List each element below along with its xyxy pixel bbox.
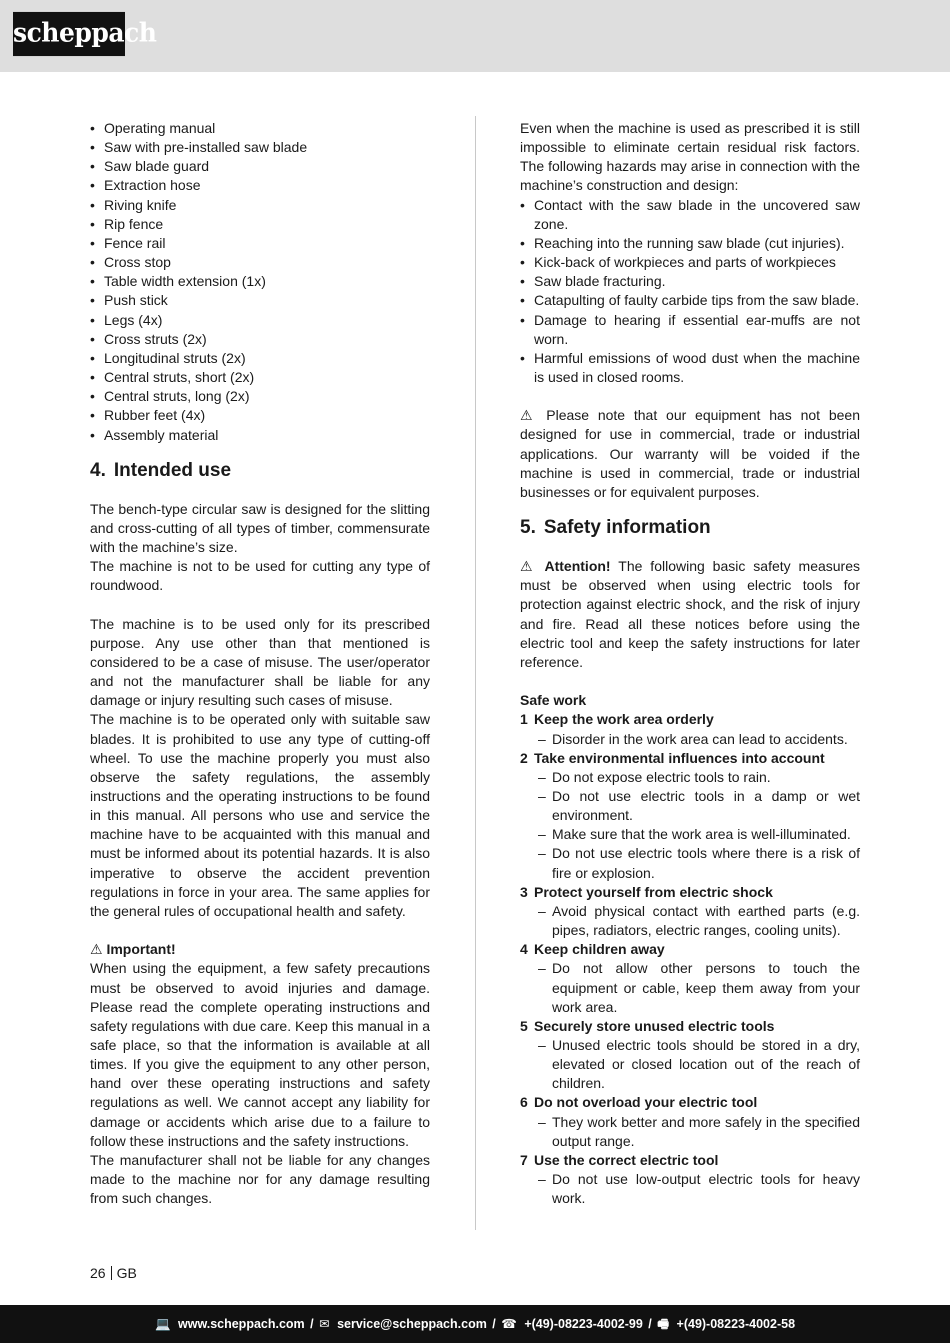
paragraph: The machine is not to be used for cutting any type of roundwood. <box>90 558 430 594</box>
rule-number: 4 <box>520 941 528 958</box>
paragraph: The machine is to be operated only with suitable saw blades. It is prohibited to use any type of cutting-off wheel. To use the machine properly you must also observe the safety regulations, the assembly instructions and the operating instructions to be found in this manual. All persons who use and service the machine have to be acquainted with this manual and must be informed about its potential hazards. It is also imperative to observe the accident prevention regulations in force in your area. The same applies for the general rules of occupational health and safety. <box>90 711 430 919</box>
rule-title: Use the correct electric tool <box>534 1151 719 1168</box>
list-item: – Disorder in the work area can lead to accidents. <box>552 730 860 749</box>
section-number: 4. <box>90 459 106 481</box>
rule-points <box>520 730 860 749</box>
rule-points <box>520 1036 860 1093</box>
list-item: • Assembly material <box>90 426 430 445</box>
list-item: – Do not use low-output electric tools for heavy work. <box>552 1170 860 1208</box>
attention-label: Attention! <box>544 558 611 575</box>
safety-rule-title <box>520 749 860 768</box>
rule-number: 7 <box>520 1151 528 1168</box>
list-item: – They work better and more safely in the specified output range. <box>552 1113 860 1151</box>
commercial-use-note <box>520 406 860 502</box>
list-item: • Operating manual <box>90 119 430 138</box>
list-item: • Central struts, long (2x) <box>90 387 430 406</box>
list-item: • Rip fence <box>90 215 430 234</box>
list-item: • Rubber feet (4x) <box>90 406 430 425</box>
rule-title: Keep the work area orderly <box>534 711 714 728</box>
safe-work-heading: Safe work <box>520 692 587 709</box>
email-link[interactable]: service@scheppach.com <box>337 1317 487 1331</box>
paragraph: The manufacturer shall not be liable for any changes made to the machine nor for any damage resulting from such changes. <box>90 1151 430 1207</box>
list-item: – Avoid physical contact with earthed parts (e.g. pipes, radiators, electric ranges, cooling units). <box>552 902 860 940</box>
page-header <box>0 0 950 72</box>
list-item: • Harmful emissions of wood dust when the machine is used in closed rooms. <box>520 349 860 387</box>
list-item: • Damage to hearing if essential ear-muffs are not worn. <box>520 311 860 349</box>
safety-rule-title <box>520 710 860 729</box>
safety-rule <box>520 749 860 883</box>
safety-rule <box>520 1093 860 1150</box>
safety-rule <box>520 710 860 748</box>
rule-number: 3 <box>520 883 528 900</box>
page-language: GB <box>116 1265 137 1281</box>
section-heading-intended-use <box>90 459 430 483</box>
list-item: • Table width extension (1x) <box>90 272 430 291</box>
rule-title: Do not overload your electric tool <box>534 1094 758 1111</box>
rule-points <box>520 1113 860 1151</box>
rule-title: Keep children away <box>534 941 665 958</box>
list-item: • Central struts, short (2x) <box>90 368 430 387</box>
attention-paragraph <box>520 557 860 672</box>
rule-title: Protect yourself from electric shock <box>534 883 773 900</box>
list-item: • Riving knife <box>90 196 430 215</box>
section-title: Intended use <box>113 459 232 481</box>
list-item: – Make sure that the work area is well-illuminated. <box>552 825 860 844</box>
safety-rule <box>520 940 860 1017</box>
list-item: • Fence rail <box>90 234 430 253</box>
page-number-separator <box>111 1266 112 1280</box>
rule-points <box>520 959 860 1016</box>
paragraph: When using the equipment, a few safety precautions must be observed to avoid injuries and damage. Please read the complete operating instructions and safety regulations with due care. Keep this manual in a safe place, so that the information is available at all times. If you give the equipment to any other person, hand over these operating instructions and safety regulations as well. We cannot accept any liability for damage or accidents which arise due to a failure to follow these instructions and the safety instructions. <box>90 960 430 1149</box>
paragraph: The machine is to be used only for its prescribed purpose. Any use other than that mentioned is considered to be a case of misuse. The user/operator and not the manufacturer shall be liable for any damage or injury resulting such cases of misuse. <box>90 615 430 709</box>
warning-icon: ⚠ <box>520 407 538 424</box>
list-item: • Catapulting of faulty carbide tips from the saw blade. <box>520 291 860 310</box>
note-text: Please note that our equipment has not been designed for use in commercial, trade or industrial applications. Our warranty will be voided if the machine is used in commercial, trade or industrial businesses or for equivalent purposes. <box>520 407 860 500</box>
page-footer: 💻 www.scheppach.com / ✉ service@scheppach.com / ☎ +(49)-08223-4002-99 / 🖷 +(49)-08223-4002-58 <box>0 1305 950 1343</box>
list-item: • Push stick <box>90 291 430 310</box>
list-item: • Saw blade guard <box>90 157 430 176</box>
safety-rule-title <box>520 883 860 902</box>
rule-title: Take environmental influences into account <box>534 749 825 766</box>
list-item: – Unused electric tools should be stored in a dry, elevated or closed location out of the reach of children. <box>552 1036 860 1093</box>
rule-number: 5 <box>520 1017 528 1034</box>
safety-rule-title <box>520 1151 860 1170</box>
safety-rule <box>520 883 860 940</box>
safety-rule-title <box>520 940 860 959</box>
section-number: 5. <box>520 517 536 539</box>
right-column <box>520 119 860 1208</box>
mail-icon: ✉ <box>319 1317 330 1331</box>
list-item: • Legs (4x) <box>90 311 430 330</box>
list-item: • Longitudinal struts (2x) <box>90 349 430 368</box>
list-item: – Do not expose electric tools to rain. <box>552 768 860 787</box>
list-item: • Saw blade fracturing. <box>520 272 860 291</box>
rule-title: Securely store unused electric tools <box>534 1017 775 1034</box>
rule-number: 6 <box>520 1094 528 1111</box>
list-item: • Extraction hose <box>90 176 430 195</box>
warning-icon: ⚠ <box>90 941 103 958</box>
safety-rule-title <box>520 1093 860 1112</box>
brand-logo: scheppach <box>13 12 125 56</box>
warning-icon: ⚠ <box>520 558 537 575</box>
fax-icon: 🖷 <box>657 1317 670 1331</box>
list-item: – Do not use electric tools where there is a risk of fire or explosion. <box>552 844 860 882</box>
list-item: – Do not allow other persons to touch the equipment or cable, keep them away from your work area. <box>552 959 860 1016</box>
website-link[interactable]: www.scheppach.com <box>178 1317 305 1331</box>
computer-icon: 💻 <box>154 1317 171 1331</box>
list-item: • Saw with pre-installed saw blade <box>90 138 430 157</box>
column-divider <box>475 116 476 1230</box>
section-title: Safety information <box>543 517 711 539</box>
rule-number: 2 <box>520 749 528 766</box>
safety-rule <box>520 1017 860 1094</box>
safety-rule <box>520 1151 860 1208</box>
residual-risk-list <box>520 196 860 388</box>
list-item: – Do not use electric tools in a damp or wet environment. <box>552 787 860 825</box>
rule-points <box>520 902 860 940</box>
rule-number: 1 <box>520 711 528 728</box>
phone-icon: ☎ <box>501 1317 517 1331</box>
page-number <box>90 1264 137 1283</box>
page-number-value: 26 <box>90 1265 106 1281</box>
list-item: • Cross stop <box>90 253 430 272</box>
paragraph: Even when the machine is used as prescribed it is still impossible to eliminate certain residual risk factors. The following hazards may arise in connection with the machine’s construction and design: <box>520 120 860 194</box>
rule-points <box>520 1170 860 1208</box>
fax-number: +(49)-08223-4002-58 <box>676 1317 796 1331</box>
list-item: • Cross struts (2x) <box>90 330 430 349</box>
list-item: • Reaching into the running saw blade (cut injuries). <box>520 234 860 253</box>
scope-of-delivery-list <box>90 119 430 445</box>
safety-rule-title <box>520 1017 860 1036</box>
left-column <box>90 119 430 1208</box>
list-item: • Kick-back of workpieces and parts of workpieces <box>520 253 860 272</box>
important-label: Important! <box>106 941 176 958</box>
phone-number: +(49)-08223-4002-99 <box>524 1317 643 1331</box>
section-heading-safety-information <box>520 516 860 540</box>
important-heading <box>90 940 430 959</box>
rule-points <box>520 768 860 883</box>
attention-text: The following basic safety measures must be observed when using electric tools for protection against electric shock, and the risk of injury and fire. Read all these notices before using the electric tool and keep the safety instructions for later reference. <box>520 558 861 670</box>
paragraph: The bench-type circular saw is designed for the slitting and cross-cutting of all types of timber, commensurate with the machine’s size. <box>90 500 430 555</box>
list-item: • Contact with the saw blade in the uncovered saw zone. <box>520 196 860 234</box>
